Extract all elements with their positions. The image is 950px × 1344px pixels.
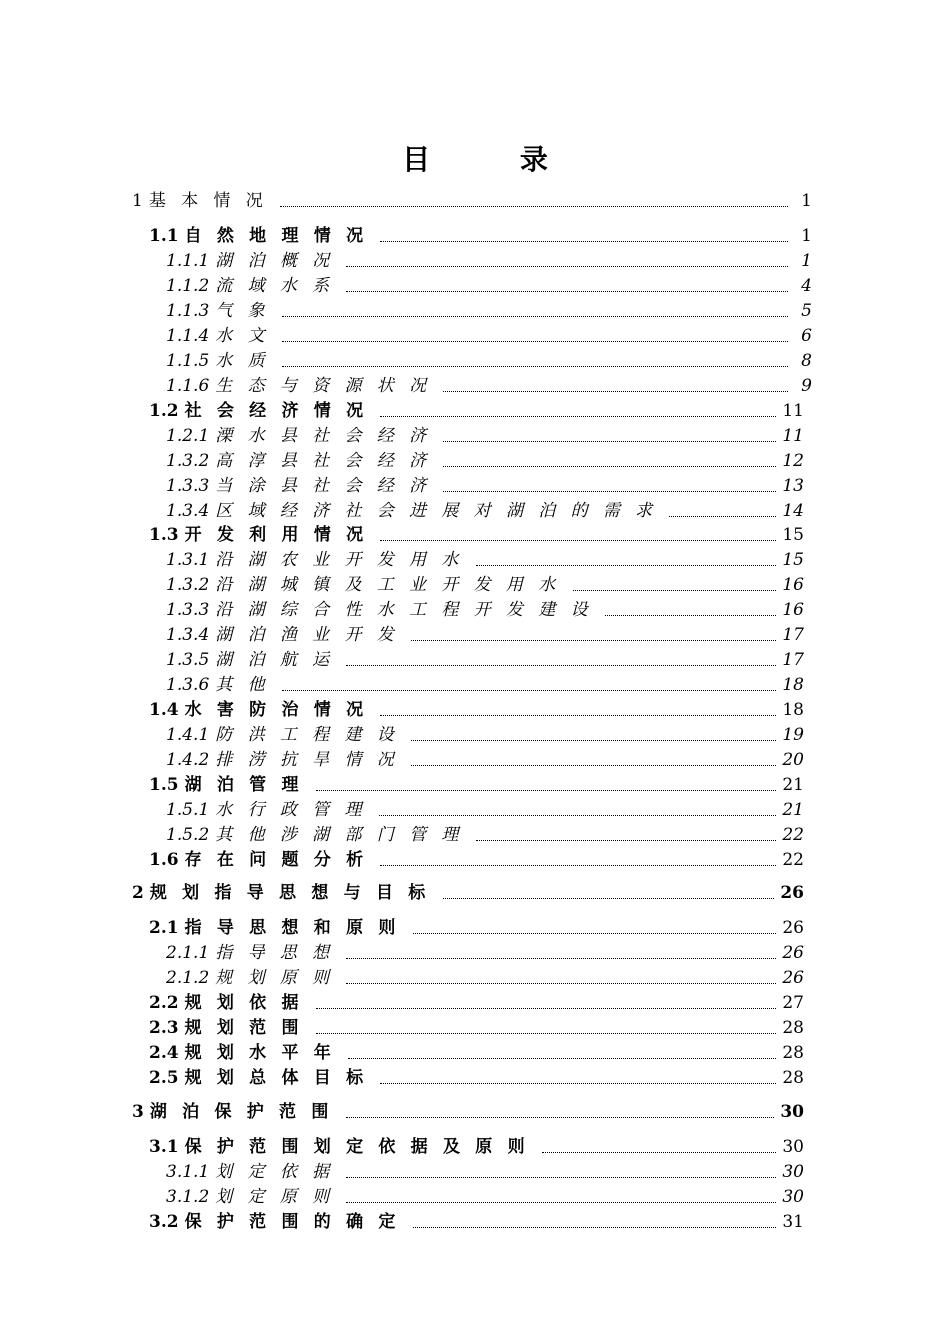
- toc-entry[interactable]: [166, 823, 804, 847]
- toc-entry-number: 1.3.2: [166, 575, 210, 595]
- toc-entry-page: 11: [782, 401, 804, 421]
- toc-entry-title: 基本情况: [148, 191, 279, 211]
- toc-entry-page: 26: [782, 918, 804, 938]
- toc-entry-page: 30: [782, 1187, 804, 1207]
- toc-entry-title: 开发利用情况: [184, 525, 379, 545]
- toc-entry-title: 沿湖城镇及工业开发用水: [215, 575, 571, 595]
- toc-entry[interactable]: [166, 374, 812, 398]
- dot-leader: [316, 789, 777, 791]
- toc-entry-number: 3.1.1: [166, 1162, 210, 1182]
- toc-entry-title: 湖泊航运: [215, 650, 345, 670]
- toc-entry[interactable]: [166, 748, 804, 772]
- toc-entry-title: 划定原则: [215, 1187, 345, 1207]
- toc-entry-page: 1: [801, 251, 812, 271]
- toc-entry-page: 15: [782, 550, 804, 570]
- toc-entry[interactable]: [166, 1160, 804, 1184]
- dot-leader: [380, 714, 776, 716]
- toc-entry-title: 区域经济社会进展对湖泊的需求: [215, 501, 668, 521]
- toc-entry-page: 31: [782, 1212, 804, 1232]
- toc-entry-number: 1.4.2: [166, 750, 210, 770]
- toc-entry[interactable]: [166, 723, 804, 747]
- toc-entry-page: 9: [801, 376, 812, 396]
- toc-entry[interactable]: [166, 324, 812, 348]
- toc-entry[interactable]: [166, 349, 812, 373]
- toc-entry[interactable]: [149, 523, 804, 547]
- toc-entry-page: 28: [782, 1068, 804, 1088]
- toc-entry-title: 高淳县社会经济: [215, 451, 442, 471]
- toc-entry-page: 15: [782, 525, 804, 545]
- toc-entry-page: 14: [782, 501, 804, 521]
- toc-entry-number: 1.4.1: [166, 725, 210, 745]
- toc-entry[interactable]: [166, 449, 804, 473]
- toc-entry[interactable]: [149, 1041, 804, 1065]
- toc-entry-number: 1.5: [149, 775, 179, 795]
- toc-entry-number: 1.3: [149, 525, 179, 545]
- toc-entry-title: 自然地理情况: [184, 226, 379, 246]
- dot-leader: [443, 465, 776, 467]
- dot-leader: [379, 814, 777, 816]
- toc-entry-title: 保护范围的确定: [184, 1212, 411, 1232]
- toc-entry-number: 3.2: [149, 1212, 179, 1232]
- toc-entry-page: 28: [782, 1018, 804, 1038]
- toc-entry-title: 流域水系: [215, 276, 345, 296]
- toc-entry-page: 21: [782, 800, 804, 820]
- dot-leader: [413, 1226, 777, 1228]
- toc-entry-title: 湖泊概况: [215, 251, 345, 271]
- toc-entry-page: 18: [782, 675, 804, 695]
- toc-entry-number: 1.3.6: [166, 675, 210, 695]
- toc-entry-number: 1.6: [149, 850, 179, 870]
- toc-entry[interactable]: [149, 991, 804, 1015]
- toc-entry[interactable]: [166, 299, 812, 323]
- dot-leader: [380, 240, 788, 242]
- toc-entry[interactable]: [166, 966, 804, 990]
- dot-leader: [443, 440, 776, 442]
- toc-entry-number: 1.5.2: [166, 825, 210, 845]
- toc-entry-number: 1.3.4: [166, 625, 210, 645]
- toc-entry-number: 1.1.1: [166, 251, 210, 271]
- toc-entry[interactable]: [149, 698, 804, 722]
- dot-leader: [476, 839, 777, 841]
- toc-entry-number: 1.3.2: [166, 451, 210, 471]
- toc-entry-number: 1.3.4: [166, 501, 210, 521]
- toc-entry-title: 规划原则: [215, 968, 345, 988]
- toc-entry-number: 1.1.3: [166, 301, 210, 321]
- toc-entry-title: 气象: [215, 301, 280, 321]
- dot-leader: [443, 897, 775, 899]
- toc-entry[interactable]: [166, 424, 804, 448]
- toc-entry[interactable]: [166, 474, 804, 498]
- toc-entry-page: 22: [782, 850, 804, 870]
- dot-leader: [346, 1201, 776, 1203]
- toc-entry-number: 2.2: [149, 993, 179, 1013]
- toc-entry-number: 1.1: [149, 226, 179, 246]
- dot-leader: [282, 365, 788, 367]
- toc-entry-number: 3: [132, 1102, 144, 1122]
- dot-leader: [316, 1032, 777, 1034]
- toc-entry[interactable]: [166, 673, 804, 697]
- toc-entry[interactable]: [149, 916, 804, 940]
- toc-entry-page: 30: [780, 1102, 804, 1122]
- toc-entry-number: 2.3: [149, 1018, 179, 1038]
- toc-entry-page: 6: [801, 326, 812, 346]
- dot-leader: [413, 932, 777, 934]
- toc-entry-title: 水行政管理: [215, 800, 377, 820]
- toc-entry-number: 2.1.2: [166, 968, 210, 988]
- toc-entry-page: 17: [782, 650, 804, 670]
- toc-entry-title: 规划指导思想与目标: [149, 883, 441, 903]
- toc-entry-page: 1: [801, 226, 812, 246]
- toc-entry-number: 1.3.1: [166, 550, 210, 570]
- toc-entry-number: 1.3.3: [166, 600, 210, 620]
- dot-leader: [411, 639, 776, 641]
- toc-entry-page: 26: [780, 883, 804, 903]
- toc-entry[interactable]: [149, 1066, 804, 1090]
- toc-entry-page: 11: [782, 426, 804, 446]
- toc-entry-title: 其他涉湖部门管理: [215, 825, 474, 845]
- toc-entry-title: 社会经济情况: [184, 401, 379, 421]
- dot-leader: [476, 564, 777, 566]
- toc-entry-page: 20: [782, 750, 804, 770]
- dot-leader: [573, 589, 777, 591]
- toc-entry-page: 5: [801, 301, 812, 321]
- toc-entry-title: 指导思想和原则: [184, 918, 411, 938]
- toc-entry-title: 排涝抗旱情况: [215, 750, 410, 770]
- toc-entry-title: 沿湖综合性水工程开发建设: [215, 600, 603, 620]
- dot-leader: [282, 689, 776, 691]
- toc-entry-title: 防洪工程建设: [215, 725, 410, 745]
- toc-entry-number: 3.1: [149, 1137, 179, 1157]
- toc-entry-number: 1.3.3: [166, 476, 210, 496]
- toc-entry[interactable]: [132, 881, 804, 905]
- toc-entry-title: 水害防治情况: [184, 700, 379, 720]
- toc-entry-page: 17: [782, 625, 804, 645]
- toc-entry[interactable]: [166, 249, 812, 273]
- toc-entry-title: 规划范围: [184, 1018, 314, 1038]
- toc-entry-number: 2.4: [149, 1043, 179, 1063]
- toc-entry-page: 26: [782, 968, 804, 988]
- toc-entry-page: 30: [782, 1137, 804, 1157]
- toc-entry[interactable]: [166, 573, 804, 597]
- dot-leader: [443, 490, 776, 492]
- dot-leader: [380, 415, 776, 417]
- dot-leader: [380, 539, 776, 541]
- toc-entry-page: 16: [782, 575, 804, 595]
- toc-entry-number: 1.1.2: [166, 276, 210, 296]
- dot-leader: [346, 982, 776, 984]
- toc-entry-page: 18: [782, 700, 804, 720]
- dot-leader: [346, 290, 788, 292]
- toc-entry-page: 28: [782, 1043, 804, 1063]
- toc-entry-number: 1.3.5: [166, 650, 210, 670]
- toc-entry-number: 1.2: [149, 401, 179, 421]
- page-title: 目 录: [402, 143, 588, 176]
- toc-entry-page: 21: [782, 775, 804, 795]
- dot-leader: [411, 764, 776, 766]
- toc-entry[interactable]: [166, 598, 804, 622]
- toc-entry-title: 其他: [215, 675, 280, 695]
- dot-leader: [411, 739, 776, 741]
- toc-entry[interactable]: [149, 1210, 804, 1234]
- toc-entry-title: 存在问题分析: [184, 850, 379, 870]
- dot-leader: [280, 205, 788, 207]
- toc-entry-title: 溧水县社会经济: [215, 426, 442, 446]
- toc-entry[interactable]: [166, 648, 804, 672]
- toc-entry-number: 1.1.6: [166, 376, 210, 396]
- toc-entry[interactable]: [132, 1100, 804, 1124]
- toc-entry-title: 沿湖农业开发用水: [215, 550, 474, 570]
- dot-leader: [282, 315, 788, 317]
- dot-leader: [348, 1057, 776, 1059]
- toc-entry[interactable]: [166, 798, 804, 822]
- toc-entry-title: 指导思想: [215, 943, 345, 963]
- dot-leader: [282, 340, 788, 342]
- dot-leader: [346, 1176, 776, 1178]
- toc-entry-title: 水文: [215, 326, 280, 346]
- dot-leader: [542, 1151, 776, 1153]
- toc-entry[interactable]: [166, 941, 804, 965]
- toc-entry-title: 水质: [215, 351, 280, 371]
- toc-entry-number: 1.2.1: [166, 426, 210, 446]
- toc-entry-number: 2.1.1: [166, 943, 210, 963]
- toc-entry-title: 湖泊保护范围: [149, 1102, 344, 1122]
- dot-leader: [380, 1082, 776, 1084]
- toc-entry-number: 3.1.2: [166, 1187, 210, 1207]
- dot-leader: [605, 614, 776, 616]
- dot-leader: [316, 1007, 777, 1009]
- toc-entry-page: 8: [801, 351, 812, 371]
- toc-entry-title: 保护范围划定依据及原则: [184, 1137, 540, 1157]
- dot-leader: [443, 390, 788, 392]
- toc-entry[interactable]: [149, 1135, 804, 1159]
- toc-entry[interactable]: [149, 1016, 804, 1040]
- toc-entry-title: 生态与资源状况: [215, 376, 442, 396]
- toc-entry-page: 22: [782, 825, 804, 845]
- dot-leader: [380, 864, 776, 866]
- toc-entry-page: 1: [801, 191, 812, 211]
- dot-leader: [346, 1116, 775, 1118]
- toc-entry[interactable]: [149, 848, 804, 872]
- dot-leader: [346, 957, 776, 959]
- toc-entry-page: 26: [782, 943, 804, 963]
- toc-entry-title: 规划水平年: [184, 1043, 347, 1063]
- toc-entry-page: 13: [782, 476, 804, 496]
- toc-entry[interactable]: [166, 1185, 804, 1209]
- toc-entry[interactable]: [166, 274, 812, 298]
- toc-entry-title: 规划总体目标: [184, 1068, 379, 1088]
- toc-entry-number: 1.4: [149, 700, 179, 720]
- toc-entry[interactable]: [149, 399, 804, 423]
- toc-entry-page: 30: [782, 1162, 804, 1182]
- toc-entry-number: 2: [132, 883, 144, 903]
- toc-entry-number: 1: [132, 191, 143, 211]
- toc-entry[interactable]: [149, 224, 812, 248]
- dot-leader: [669, 515, 776, 517]
- toc-entry[interactable]: [166, 548, 804, 572]
- toc-entry-number: 2.5: [149, 1068, 179, 1088]
- dot-leader: [346, 664, 776, 666]
- toc-entry-title: 当涂县社会经济: [215, 476, 442, 496]
- toc-entry-page: 12: [782, 451, 804, 471]
- toc-entry-page: 19: [782, 725, 804, 745]
- toc-entry-number: 2.1: [149, 918, 179, 938]
- toc-entry-page: 4: [801, 276, 812, 296]
- dot-leader: [346, 265, 788, 267]
- toc-entry-title: 划定依据: [215, 1162, 345, 1182]
- toc-entry-page: 16: [782, 600, 804, 620]
- toc-entry-number: 1.5.1: [166, 800, 210, 820]
- toc-entry-title: 湖泊渔业开发: [215, 625, 410, 645]
- toc-entry-number: 1.1.5: [166, 351, 210, 371]
- toc-entry[interactable]: [149, 773, 804, 797]
- toc-entry-title: 规划依据: [184, 993, 314, 1013]
- toc-entry-title: 湖泊管理: [184, 775, 314, 795]
- toc-entry-number: 1.1.4: [166, 326, 210, 346]
- toc-entry[interactable]: [166, 623, 804, 647]
- toc-entry[interactable]: [166, 499, 804, 523]
- toc-entry[interactable]: [132, 189, 812, 213]
- toc-entry-page: 27: [782, 993, 804, 1013]
